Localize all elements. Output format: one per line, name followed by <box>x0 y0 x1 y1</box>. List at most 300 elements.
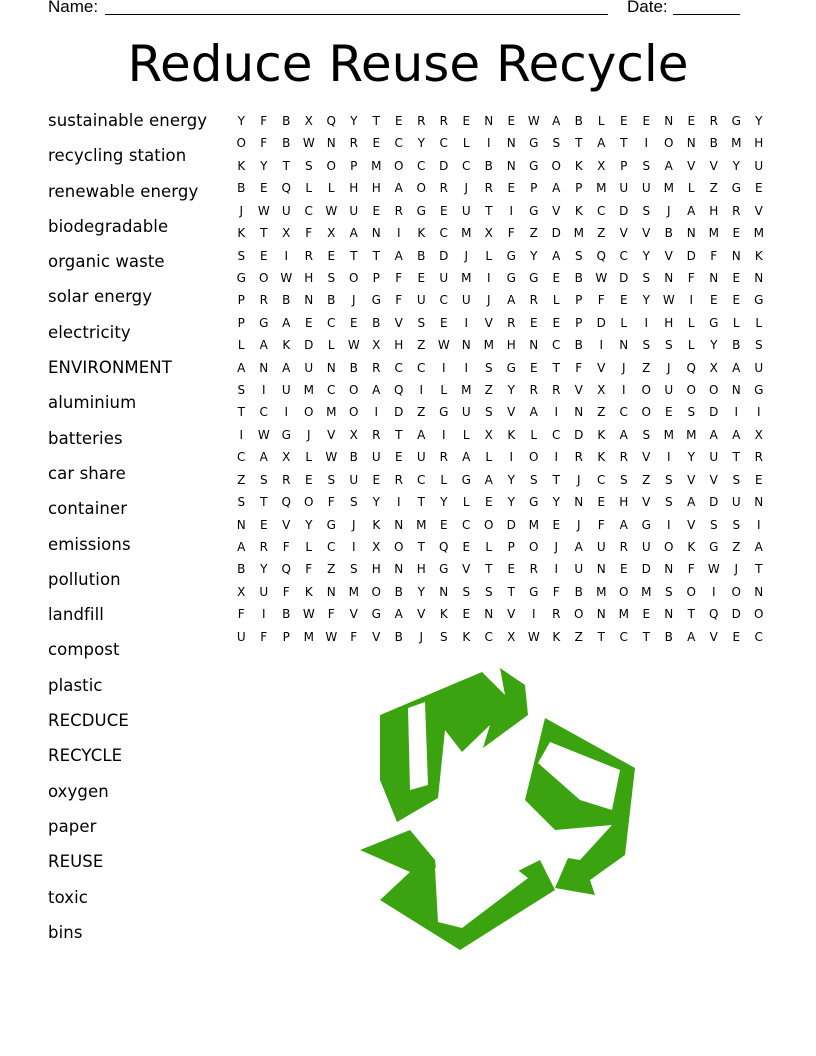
grid-cell[interactable]: E <box>664 405 673 420</box>
grid-cell[interactable]: K <box>754 248 763 263</box>
date-line[interactable] <box>673 14 740 15</box>
grid-cell[interactable]: X <box>597 158 606 173</box>
grid-cell[interactable]: S <box>237 495 246 510</box>
grid-cell[interactable]: A <box>732 427 741 442</box>
grid-cell[interactable]: Q <box>709 607 719 622</box>
grid-cell[interactable]: D <box>686 248 696 263</box>
grid-cell[interactable]: M <box>461 226 472 241</box>
grid-cell[interactable]: W <box>527 629 540 644</box>
grid-cell[interactable]: A <box>372 383 381 398</box>
grid-cell[interactable]: U <box>574 562 584 577</box>
grid-cell[interactable]: K <box>417 226 426 241</box>
grid-cell[interactable]: G <box>281 427 291 442</box>
grid-cell[interactable]: S <box>529 472 538 487</box>
grid-cell[interactable]: Y <box>507 495 515 510</box>
grid-cell[interactable]: E <box>439 315 448 330</box>
grid-cell[interactable]: Y <box>350 114 358 128</box>
grid-cell[interactable]: E <box>597 495 606 510</box>
grid-cell[interactable]: V <box>372 629 381 644</box>
grid-cell[interactable]: B <box>327 293 336 308</box>
grid-cell[interactable]: N <box>304 293 314 308</box>
grid-cell[interactable]: I <box>554 562 559 577</box>
grid-cell[interactable]: X <box>282 226 291 241</box>
grid-cell[interactable]: S <box>574 248 583 263</box>
grid-cell[interactable]: P <box>575 181 583 196</box>
grid-cell[interactable]: W <box>325 203 338 218</box>
grid-cell[interactable]: T <box>417 495 425 510</box>
grid-cell[interactable]: S <box>237 248 246 263</box>
grid-cell[interactable]: M <box>528 517 539 532</box>
grid-cell[interactable]: T <box>597 629 605 644</box>
grid-cell[interactable]: G <box>326 517 336 532</box>
grid-cell[interactable]: F <box>327 495 335 510</box>
grid-cell[interactable]: R <box>349 136 358 151</box>
grid-cell[interactable]: E <box>462 540 471 555</box>
grid-cell[interactable]: J <box>306 427 311 442</box>
grid-cell[interactable]: B <box>394 629 403 644</box>
grid-cell[interactable]: I <box>509 203 514 218</box>
grid-cell[interactable]: N <box>709 270 719 285</box>
grid-cell[interactable]: M <box>461 270 472 285</box>
grid-cell[interactable]: U <box>709 450 719 465</box>
grid-cell[interactable]: B <box>282 114 291 128</box>
grid-cell[interactable]: A <box>349 226 358 241</box>
grid-cell[interactable]: S <box>664 495 673 510</box>
grid-cell[interactable]: O <box>349 383 359 398</box>
grid-cell[interactable]: B <box>282 293 291 308</box>
grid-cell[interactable]: Q <box>326 114 336 128</box>
grid-cell[interactable]: I <box>396 226 401 241</box>
grid-cell[interactable]: W <box>302 136 315 151</box>
grid-cell[interactable]: S <box>462 584 471 599</box>
grid-cell[interactable]: O <box>709 383 719 398</box>
grid-cell[interactable]: U <box>281 203 291 218</box>
grid-cell[interactable]: A <box>529 405 538 420</box>
grid-cell[interactable]: V <box>709 158 718 173</box>
grid-cell[interactable]: U <box>641 540 651 555</box>
grid-cell[interactable]: M <box>348 584 359 599</box>
grid-cell[interactable]: H <box>371 181 381 196</box>
grid-cell[interactable]: E <box>709 293 718 308</box>
grid-cell[interactable]: Y <box>305 517 313 532</box>
grid-cell[interactable]: N <box>484 607 494 622</box>
grid-cell[interactable]: V <box>484 315 493 330</box>
grid-cell[interactable]: F <box>597 517 605 532</box>
grid-cell[interactable]: N <box>326 136 336 151</box>
grid-cell[interactable]: U <box>461 293 471 308</box>
grid-cell[interactable]: B <box>574 338 583 353</box>
grid-cell[interactable]: K <box>597 427 606 442</box>
grid-cell[interactable]: I <box>554 450 559 465</box>
grid-cell[interactable]: D <box>551 226 561 241</box>
grid-cell[interactable]: M <box>461 383 472 398</box>
grid-cell[interactable]: X <box>709 360 718 375</box>
grid-cell[interactable]: U <box>371 450 381 465</box>
grid-cell[interactable]: R <box>552 607 561 622</box>
grid-cell[interactable]: Y <box>372 495 380 510</box>
grid-cell[interactable]: B <box>349 360 358 375</box>
grid-cell[interactable]: B <box>372 315 381 330</box>
grid-cell[interactable]: F <box>507 226 515 241</box>
grid-cell[interactable]: C <box>439 293 448 308</box>
grid-cell[interactable]: O <box>619 584 629 599</box>
grid-cell[interactable]: C <box>619 629 628 644</box>
grid-cell[interactable]: K <box>574 203 583 218</box>
grid-cell[interactable]: R <box>372 360 381 375</box>
grid-cell[interactable]: T <box>485 562 493 577</box>
grid-cell[interactable]: U <box>461 405 471 420</box>
grid-cell[interactable]: W <box>257 427 270 442</box>
grid-cell[interactable]: F <box>327 607 335 622</box>
grid-cell[interactable]: V <box>507 405 516 420</box>
grid-cell[interactable]: S <box>619 472 628 487</box>
grid-cell[interactable]: O <box>304 405 314 420</box>
grid-cell[interactable]: F <box>395 270 403 285</box>
grid-cell[interactable]: N <box>664 114 674 128</box>
grid-cell[interactable]: P <box>575 315 583 330</box>
grid-cell[interactable]: S <box>349 562 358 577</box>
grid-cell[interactable]: E <box>732 226 741 241</box>
grid-cell[interactable]: E <box>462 607 471 622</box>
grid-cell[interactable]: U <box>259 584 269 599</box>
grid-cell[interactable]: U <box>416 293 426 308</box>
grid-cell[interactable]: R <box>439 114 448 128</box>
grid-cell[interactable]: F <box>597 293 605 308</box>
grid-cell[interactable]: M <box>596 181 607 196</box>
grid-cell[interactable]: D <box>709 405 719 420</box>
grid-cell[interactable]: V <box>709 629 718 644</box>
grid-cell[interactable]: F <box>260 136 268 151</box>
grid-cell[interactable]: A <box>259 450 268 465</box>
grid-cell[interactable]: B <box>394 584 403 599</box>
grid-cell[interactable]: T <box>507 584 515 599</box>
grid-cell[interactable]: W <box>437 338 450 353</box>
grid-cell[interactable]: E <box>552 270 561 285</box>
grid-cell[interactable]: B <box>574 270 583 285</box>
grid-cell[interactable]: P <box>282 629 290 644</box>
grid-cell[interactable]: L <box>440 383 448 398</box>
grid-cell[interactable]: D <box>304 338 314 353</box>
grid-cell[interactable]: N <box>574 495 584 510</box>
grid-cell[interactable]: G <box>259 315 269 330</box>
grid-cell[interactable]: E <box>259 248 268 263</box>
grid-cell[interactable]: D <box>731 607 741 622</box>
grid-cell[interactable]: O <box>259 270 269 285</box>
grid-cell[interactable]: I <box>599 338 604 353</box>
grid-cell[interactable]: G <box>529 158 539 173</box>
grid-cell[interactable]: L <box>620 315 628 330</box>
grid-cell[interactable]: E <box>439 203 448 218</box>
grid-cell[interactable]: H <box>371 562 381 577</box>
grid-cell[interactable]: Z <box>574 629 583 644</box>
grid-cell[interactable]: T <box>575 136 583 151</box>
grid-cell[interactable]: X <box>327 226 336 241</box>
grid-cell[interactable]: L <box>687 181 695 196</box>
grid-cell[interactable]: I <box>374 405 379 420</box>
grid-cell[interactable]: R <box>709 114 718 128</box>
grid-cell[interactable]: E <box>687 114 696 128</box>
grid-cell[interactable]: L <box>687 315 695 330</box>
grid-cell[interactable]: S <box>642 270 651 285</box>
grid-cell[interactable]: E <box>619 293 628 308</box>
grid-cell[interactable]: D <box>574 427 584 442</box>
grid-cell[interactable]: E <box>304 472 313 487</box>
grid-cell[interactable]: B <box>349 450 358 465</box>
grid-cell[interactable]: H <box>416 562 426 577</box>
grid-cell[interactable]: I <box>734 405 739 420</box>
grid-cell[interactable]: N <box>754 495 764 510</box>
grid-cell[interactable]: F <box>575 360 583 375</box>
grid-cell[interactable]: V <box>642 226 651 241</box>
grid-cell[interactable]: G <box>506 248 516 263</box>
grid-cell[interactable]: G <box>529 584 539 599</box>
grid-cell[interactable]: C <box>417 360 426 375</box>
grid-cell[interactable]: Y <box>642 293 650 308</box>
grid-cell[interactable]: V <box>642 450 651 465</box>
grid-cell[interactable]: A <box>282 315 291 330</box>
grid-cell[interactable]: U <box>439 270 449 285</box>
grid-cell[interactable]: O <box>664 540 674 555</box>
grid-cell[interactable]: E <box>394 114 403 128</box>
grid-cell[interactable]: G <box>641 517 651 532</box>
grid-cell[interactable]: A <box>619 517 628 532</box>
grid-cell[interactable]: V <box>664 248 673 263</box>
grid-cell[interactable]: W <box>662 293 675 308</box>
grid-cell[interactable]: B <box>237 562 246 577</box>
grid-cell[interactable]: U <box>416 450 426 465</box>
grid-cell[interactable]: V <box>687 472 696 487</box>
grid-cell[interactable]: S <box>439 629 448 644</box>
grid-cell[interactable]: Z <box>529 226 538 241</box>
grid-cell[interactable]: J <box>734 562 739 577</box>
grid-cell[interactable]: T <box>282 158 290 173</box>
grid-cell[interactable]: A <box>619 427 628 442</box>
grid-cell[interactable]: C <box>462 158 471 173</box>
grid-cell[interactable]: U <box>236 629 246 644</box>
grid-cell[interactable]: O <box>529 450 539 465</box>
grid-cell[interactable]: X <box>484 427 493 442</box>
grid-cell[interactable]: N <box>439 584 449 599</box>
grid-cell[interactable]: N <box>664 562 674 577</box>
grid-cell[interactable]: I <box>756 517 761 532</box>
grid-cell[interactable]: X <box>304 114 313 128</box>
grid-cell[interactable]: N <box>461 338 471 353</box>
grid-cell[interactable]: Y <box>440 495 448 510</box>
grid-cell[interactable]: G <box>236 270 246 285</box>
grid-cell[interactable]: A <box>417 427 426 442</box>
grid-cell[interactable]: E <box>529 315 538 330</box>
grid-cell[interactable]: B <box>709 136 718 151</box>
grid-cell[interactable]: F <box>282 584 290 599</box>
grid-cell[interactable]: A <box>462 450 471 465</box>
grid-cell[interactable]: O <box>529 540 539 555</box>
grid-cell[interactable]: I <box>486 270 491 285</box>
grid-cell[interactable]: W <box>707 562 720 577</box>
grid-cell[interactable]: E <box>394 450 403 465</box>
grid-cell[interactable]: X <box>507 629 516 644</box>
grid-cell[interactable]: L <box>485 450 493 465</box>
grid-cell[interactable]: Q <box>439 540 449 555</box>
grid-cell[interactable]: C <box>462 517 471 532</box>
grid-cell[interactable]: X <box>349 427 358 442</box>
grid-cell[interactable]: G <box>371 607 381 622</box>
grid-cell[interactable]: S <box>484 405 493 420</box>
grid-cell[interactable]: S <box>664 338 673 353</box>
grid-cell[interactable]: Y <box>530 248 538 263</box>
grid-cell[interactable]: B <box>732 338 741 353</box>
grid-cell[interactable]: F <box>687 562 695 577</box>
grid-cell[interactable]: E <box>462 114 471 128</box>
grid-cell[interactable]: A <box>484 472 493 487</box>
grid-cell[interactable]: C <box>597 203 606 218</box>
grid-cell[interactable]: N <box>686 226 696 241</box>
grid-cell[interactable]: Y <box>552 495 560 510</box>
grid-cell[interactable]: C <box>327 383 336 398</box>
grid-cell[interactable]: E <box>732 629 741 644</box>
grid-cell[interactable]: U <box>619 181 629 196</box>
grid-cell[interactable]: I <box>531 607 536 622</box>
grid-cell[interactable]: N <box>664 270 674 285</box>
grid-cell[interactable]: S <box>484 584 493 599</box>
grid-cell[interactable]: R <box>259 540 268 555</box>
grid-cell[interactable]: E <box>642 114 651 128</box>
name-line[interactable] <box>105 14 608 15</box>
grid-cell[interactable]: C <box>619 248 628 263</box>
grid-cell[interactable]: Y <box>732 158 740 173</box>
grid-cell[interactable]: S <box>642 338 651 353</box>
grid-cell[interactable]: H <box>664 315 674 330</box>
grid-cell[interactable]: F <box>260 114 268 128</box>
grid-cell[interactable]: T <box>755 562 763 577</box>
grid-cell[interactable]: L <box>305 540 313 555</box>
grid-cell[interactable]: A <box>664 158 673 173</box>
grid-cell[interactable]: V <box>417 607 426 622</box>
grid-cell[interactable]: K <box>304 584 313 599</box>
grid-cell[interactable]: D <box>439 158 449 173</box>
grid-cell[interactable]: O <box>686 383 696 398</box>
grid-cell[interactable]: M <box>303 629 314 644</box>
grid-cell[interactable]: E <box>754 181 763 196</box>
grid-cell[interactable]: B <box>417 248 426 263</box>
grid-cell[interactable]: S <box>304 158 313 173</box>
grid-cell[interactable]: Z <box>327 562 336 577</box>
grid-cell[interactable]: R <box>394 203 403 218</box>
grid-cell[interactable]: G <box>754 383 764 398</box>
grid-cell[interactable]: J <box>666 360 671 375</box>
grid-cell[interactable]: M <box>731 136 742 151</box>
grid-cell[interactable]: S <box>642 427 651 442</box>
grid-cell[interactable]: N <box>686 136 696 151</box>
grid-cell[interactable]: A <box>574 540 583 555</box>
grid-cell[interactable]: A <box>259 338 268 353</box>
grid-cell[interactable]: M <box>326 405 337 420</box>
grid-cell[interactable]: A <box>394 248 403 263</box>
grid-cell[interactable]: E <box>372 136 381 151</box>
grid-cell[interactable]: R <box>439 181 448 196</box>
grid-cell[interactable]: O <box>236 136 246 151</box>
grid-cell[interactable]: P <box>507 540 515 555</box>
grid-cell[interactable]: T <box>417 540 425 555</box>
grid-cell[interactable]: T <box>260 226 268 241</box>
grid-cell[interactable]: H <box>709 203 719 218</box>
grid-cell[interactable]: C <box>394 360 403 375</box>
grid-cell[interactable]: I <box>441 427 446 442</box>
grid-cell[interactable]: A <box>597 136 606 151</box>
grid-cell[interactable]: C <box>327 540 336 555</box>
grid-cell[interactable]: E <box>372 203 381 218</box>
grid-cell[interactable]: P <box>530 181 538 196</box>
grid-cell[interactable]: K <box>507 427 516 442</box>
grid-cell[interactable]: E <box>732 293 741 308</box>
grid-cell[interactable]: N <box>394 562 404 577</box>
grid-cell[interactable]: A <box>552 114 561 128</box>
grid-cell[interactable]: I <box>284 248 289 263</box>
grid-cell[interactable]: I <box>554 405 559 420</box>
grid-cell[interactable]: I <box>261 607 266 622</box>
grid-cell[interactable]: A <box>282 360 291 375</box>
grid-cell[interactable]: F <box>260 629 268 644</box>
grid-cell[interactable]: U <box>596 540 606 555</box>
grid-cell[interactable]: O <box>574 607 584 622</box>
grid-cell[interactable]: C <box>552 427 561 442</box>
grid-cell[interactable]: E <box>642 607 651 622</box>
grid-cell[interactable]: B <box>664 226 673 241</box>
grid-cell[interactable]: N <box>371 226 381 241</box>
grid-cell[interactable]: G <box>529 270 539 285</box>
grid-cell[interactable]: I <box>351 540 356 555</box>
grid-cell[interactable]: S <box>642 158 651 173</box>
grid-cell[interactable]: O <box>304 495 314 510</box>
grid-cell[interactable]: W <box>257 203 270 218</box>
grid-cell[interactable]: O <box>754 607 764 622</box>
grid-cell[interactable]: E <box>529 360 538 375</box>
grid-cell[interactable]: T <box>732 450 740 465</box>
grid-cell[interactable]: X <box>237 584 246 599</box>
grid-cell[interactable]: P <box>237 293 245 308</box>
grid-cell[interactable]: A <box>552 248 561 263</box>
grid-cell[interactable]: Z <box>597 226 606 241</box>
grid-cell[interactable]: K <box>237 158 246 173</box>
grid-cell[interactable]: H <box>506 338 516 353</box>
grid-cell[interactable]: R <box>529 562 538 577</box>
grid-cell[interactable]: K <box>439 607 448 622</box>
grid-cell[interactable]: K <box>597 450 606 465</box>
grid-cell[interactable]: W <box>347 338 360 353</box>
grid-cell[interactable]: E <box>619 562 628 577</box>
grid-cell[interactable]: O <box>326 158 336 173</box>
grid-cell[interactable]: T <box>642 629 650 644</box>
grid-cell[interactable]: N <box>236 517 246 532</box>
grid-cell[interactable]: O <box>686 584 696 599</box>
grid-cell[interactable]: V <box>394 315 403 330</box>
grid-cell[interactable]: Y <box>417 136 425 151</box>
grid-cell[interactable]: I <box>239 427 244 442</box>
grid-cell[interactable]: O <box>394 158 404 173</box>
grid-cell[interactable]: W <box>280 270 293 285</box>
grid-cell[interactable]: E <box>259 181 268 196</box>
grid-cell[interactable]: J <box>486 293 491 308</box>
grid-cell[interactable]: C <box>552 338 561 353</box>
grid-cell[interactable]: D <box>506 517 516 532</box>
grid-cell[interactable]: G <box>461 472 471 487</box>
grid-cell[interactable]: V <box>709 472 718 487</box>
grid-cell[interactable]: Y <box>687 450 695 465</box>
grid-cell[interactable]: D <box>619 203 629 218</box>
grid-cell[interactable]: I <box>284 405 289 420</box>
grid-cell[interactable]: I <box>621 383 626 398</box>
grid-cell[interactable]: S <box>327 270 336 285</box>
grid-cell[interactable]: S <box>417 315 426 330</box>
